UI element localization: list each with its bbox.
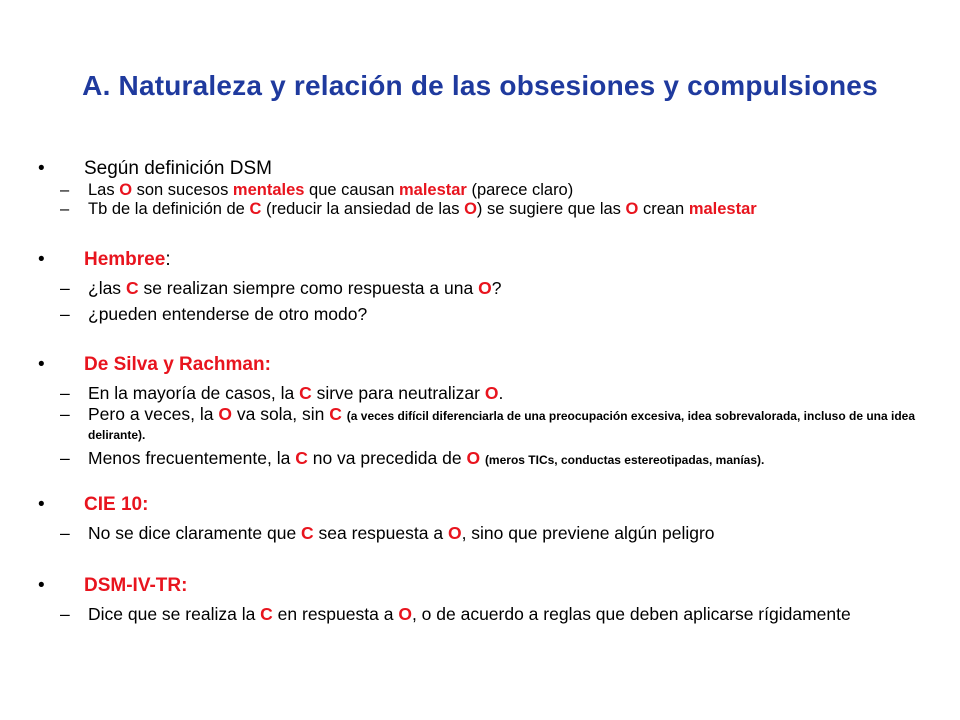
section-heading: Hembree bbox=[84, 249, 166, 270]
highlight: mentales bbox=[232, 181, 305, 199]
sub-item bbox=[38, 384, 958, 403]
highlight: O bbox=[447, 523, 462, 543]
sub-item bbox=[38, 305, 958, 324]
text: sirve para neutralizar bbox=[311, 383, 485, 403]
dash-icon: – bbox=[60, 181, 70, 199]
text: va sola, sin bbox=[231, 404, 330, 424]
section-heading: CIE 10: bbox=[84, 494, 149, 515]
highlight: O bbox=[484, 383, 499, 403]
text: ¿pueden entenderse de otro modo? bbox=[88, 304, 368, 324]
text: Las bbox=[88, 181, 120, 199]
text: no va precedida de bbox=[307, 448, 467, 468]
dash-icon: – bbox=[60, 383, 70, 403]
bullet-icon: • bbox=[38, 158, 45, 179]
highlight: O bbox=[478, 278, 492, 298]
highlight: malestar bbox=[688, 200, 757, 218]
bullet-icon: • bbox=[38, 575, 45, 596]
dash-icon: – bbox=[60, 604, 70, 624]
parenthetical-note: (a veces difícil diferenciarla de una preocupación excesiva, idea sobrevalorada, incluso de una idea delirante) bbox=[88, 409, 916, 442]
text: que causan bbox=[304, 181, 399, 199]
bullet-dsm-iv-tr bbox=[38, 574, 958, 598]
parenthetical-note: (meros TICs, conductas estereotipadas, manías) bbox=[484, 453, 762, 467]
slide-title: A. Naturaleza y relación de las obsesiones y compulsiones bbox=[82, 70, 878, 101]
text: Menos frecuentemente, la bbox=[88, 448, 296, 468]
text: crean bbox=[638, 200, 689, 218]
highlight: C bbox=[249, 200, 262, 218]
sub-item bbox=[38, 200, 958, 219]
dash-icon: – bbox=[60, 200, 70, 218]
sub-item bbox=[38, 406, 958, 444]
highlight: C bbox=[125, 278, 139, 298]
text: No se dice claramente que bbox=[88, 523, 302, 543]
text: (reducir la ansiedad de las bbox=[261, 200, 465, 218]
dash-icon: – bbox=[60, 404, 70, 424]
bullet-hembree bbox=[38, 248, 958, 272]
dash-icon: – bbox=[60, 448, 70, 468]
highlight: malestar bbox=[398, 181, 467, 199]
highlight: O bbox=[466, 448, 481, 468]
bullet-icon: • bbox=[38, 354, 45, 375]
text: . bbox=[142, 428, 146, 442]
highlight: O bbox=[218, 404, 232, 424]
sub-item bbox=[38, 279, 958, 298]
text: Tb de la definición de bbox=[88, 200, 250, 218]
highlight: O bbox=[119, 181, 133, 199]
text: , o de acuerdo a reglas que deben aplicarse rígidamente bbox=[411, 604, 851, 624]
highlight: C bbox=[295, 448, 308, 468]
text: ? bbox=[491, 278, 502, 298]
sub-item bbox=[38, 605, 958, 624]
highlight: C bbox=[260, 604, 273, 624]
sub-item bbox=[38, 181, 958, 200]
text: . bbox=[498, 383, 504, 403]
sub-item bbox=[38, 524, 958, 543]
text: son sucesos bbox=[132, 181, 233, 199]
highlight: O bbox=[464, 200, 477, 218]
dash-icon: – bbox=[60, 278, 70, 298]
highlight: C bbox=[299, 383, 312, 403]
slide-body bbox=[38, 157, 958, 624]
sub-item bbox=[38, 449, 958, 470]
highlight: O bbox=[625, 200, 639, 218]
bullet-icon: • bbox=[38, 494, 45, 515]
section-heading: DSM-IV-TR: bbox=[84, 575, 188, 596]
section-heading: Según definición DSM bbox=[84, 158, 272, 179]
dash-icon: – bbox=[60, 523, 70, 543]
text: ) se sugiere que las bbox=[476, 200, 626, 218]
text: sea respuesta a bbox=[313, 523, 448, 543]
bullet-dsm-definition bbox=[38, 157, 958, 181]
bullet-icon: • bbox=[38, 249, 45, 270]
text: . bbox=[761, 453, 765, 467]
text: , sino que previene algún peligro bbox=[461, 523, 715, 543]
bullet-de-silva-rachman bbox=[38, 353, 958, 377]
dash-icon: – bbox=[60, 304, 70, 324]
text: en respuesta a bbox=[272, 604, 399, 624]
text: En la mayoría de casos, la bbox=[88, 383, 300, 403]
text: (parece claro) bbox=[466, 181, 574, 199]
highlight: C bbox=[301, 523, 314, 543]
highlight: O bbox=[398, 604, 412, 624]
highlight: C bbox=[329, 404, 342, 424]
text: se realizan siempre como respuesta a una bbox=[138, 278, 479, 298]
section-heading: De Silva y Rachman: bbox=[84, 354, 271, 375]
text: Dice que se realiza la bbox=[88, 604, 261, 624]
text: Pero a veces, la bbox=[88, 404, 219, 424]
text: ¿las bbox=[88, 278, 126, 298]
bullet-cie-10 bbox=[38, 493, 958, 517]
heading-suffix: : bbox=[165, 249, 171, 270]
